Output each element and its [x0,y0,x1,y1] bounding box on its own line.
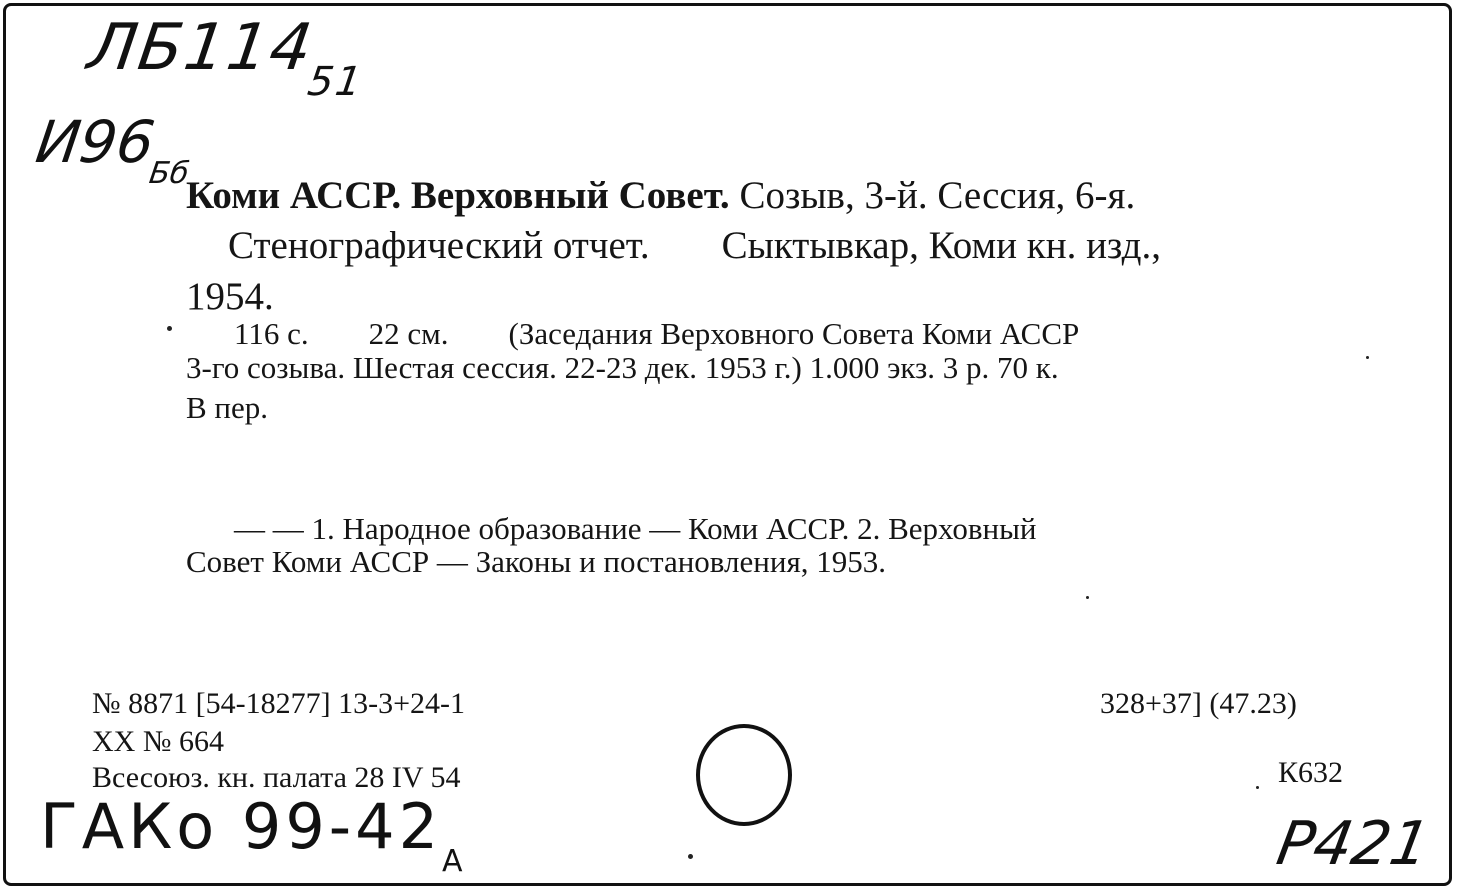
xx-number: XX № 664 [92,725,224,758]
speck [688,854,693,859]
handwritten-author-code: $И96_{Бб}$ [31,108,192,191]
series-start: (Заседания Верховного Совета Коми АССР [508,316,1080,351]
handwritten-shelf-mark: $ЛБ114_{51}$ [83,11,367,105]
pages: 116 с. [234,316,309,351]
speck [1086,596,1089,599]
title-line [228,226,1161,265]
catalog-card [3,3,1452,886]
speck [1366,356,1369,359]
size: 22 см. [368,316,449,351]
code: К632 [1278,756,1344,789]
title-text: Стенографический отчет. [228,224,650,267]
handwritten-archive-number: ГАКо $99-42_А$ [40,790,467,880]
classification: 328+37] (47.23) [1100,687,1297,720]
record-number: № 8871 [54-18277] 13-3+24-1 [92,687,465,720]
book-chamber: Всесоюз. кн. палата 28 IV 54 [92,761,461,794]
imprint-year: 1954. [186,275,274,318]
binding-line: В пер. [186,390,269,425]
subjects-line-1: — — 1. Народное образование — Коми АССР. 2. Верховный [234,511,1037,546]
speck [167,326,172,331]
imprint-place: Сыктывкар, Коми кн. изд., [721,224,1161,267]
heading-rest: Созыв, 3-й. Сессия, 6-я. [729,174,1136,217]
collation-line [234,318,1079,349]
heading-line [186,176,1135,215]
speck [1256,786,1259,789]
circle-mark [696,724,792,826]
corporate-author: Коми АССР. Верховный Совет. [186,174,730,217]
subjects-line-2: Совет Коми АССР — Законы и постановления, 1953. [186,544,886,579]
series-line: 3-го созыва. Шестая сессия. 22-23 дек. 1953 г.) 1.000 экз. 3 р. 70 к. [186,350,1059,385]
handwritten-inventory: Р421 [1271,809,1435,879]
